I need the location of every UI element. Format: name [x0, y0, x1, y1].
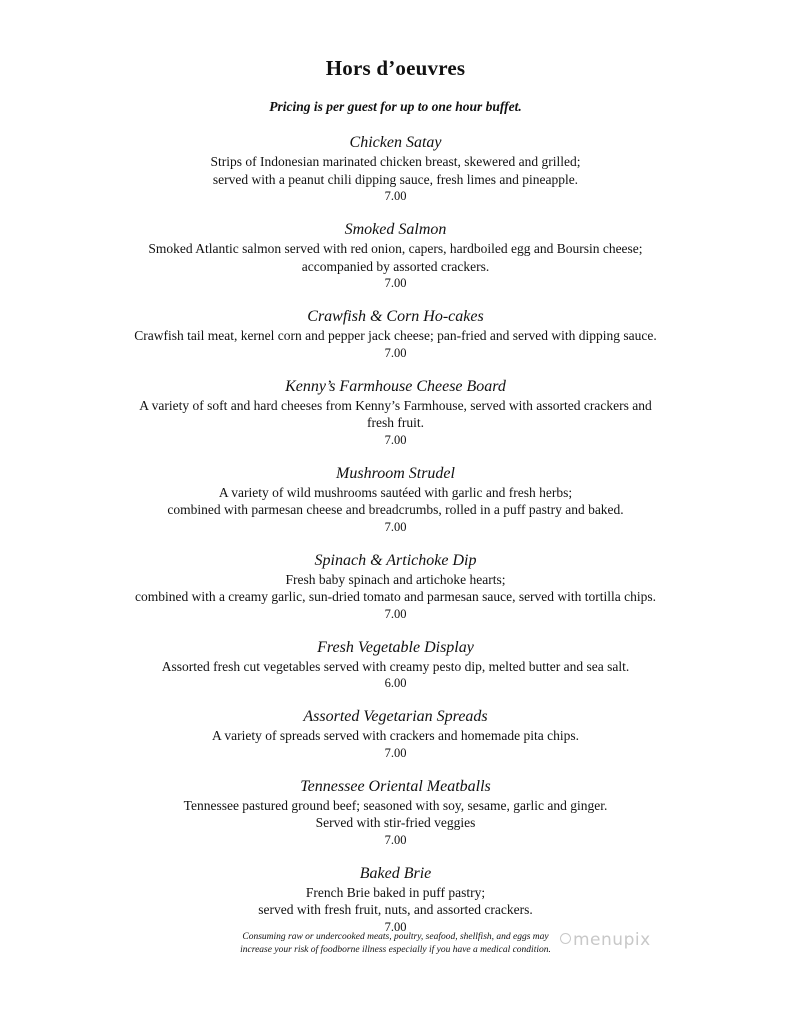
- menu-item-price: 7.00: [384, 745, 407, 760]
- menu-item: [96, 306, 696, 361]
- menu-item-description: A variety of soft and hard cheeses from Kenny’s Farmhouse, served with assorted crackers and fresh fruit.: [139, 397, 652, 430]
- menu-item: [96, 863, 696, 935]
- menu-item-description: Crawfish tail meat, kernel corn and pepper jack cheese; pan-fried and served with dipping sauce.: [134, 328, 657, 343]
- menu-item: [96, 637, 696, 692]
- food-safety-disclaimer: Consuming raw or undercooked meats, poultry, seafood, shellfish, and eggs may increase your risk of foodborne illness especially if you have a medical condition.: [240, 932, 551, 955]
- menu-item-list: [0, 132, 791, 950]
- menu-item: [96, 132, 696, 204]
- menu-item: [96, 219, 696, 291]
- pricing-note: Pricing is per guest for up to one hour buffet.: [269, 99, 522, 114]
- menupix-logo-icon: [560, 933, 571, 944]
- menu-item-description: French Brie baked in puff pastry; served with fresh fruit, nuts, and assorted crackers.: [258, 884, 533, 917]
- menu-item-name: Kenny’s Farmhouse Cheese Board: [285, 377, 506, 395]
- menu-item: [96, 376, 696, 448]
- menu-item-price: 7.00: [384, 345, 407, 360]
- menu-item-name: Chicken Satay: [349, 134, 442, 151]
- page-title: Hors d’oeuvres: [325, 56, 466, 80]
- menu-item: [96, 706, 696, 761]
- menu-item-name: Spinach & Artichoke Dip: [314, 551, 477, 569]
- menu-item: [96, 463, 696, 535]
- menu-item-description: Assorted fresh cut vegetables served with creamy pesto dip, melted butter and sea salt.: [161, 658, 630, 674]
- menu-item-price: 7.00: [384, 276, 407, 290]
- menu-item-price: 7.00: [384, 432, 407, 447]
- menu-item-name: Crawfish & Corn Ho-cakes: [307, 308, 484, 325]
- menu-item-name: Smoked Salmon: [344, 221, 447, 238]
- menu-item-price: 7.00: [384, 919, 407, 934]
- menu-item: [96, 776, 696, 848]
- menu-item-price: 7.00: [384, 519, 407, 534]
- menupix-watermark: [560, 930, 651, 950]
- menu-item-name: Mushroom Strudel: [336, 464, 455, 482]
- menu-item-name: Tennessee Oriental Meatballs: [300, 777, 491, 795]
- menu-item-description: A variety of spreads served with crackers and homemade pita chips.: [212, 728, 579, 743]
- watermark-text: menupix: [573, 930, 651, 950]
- menu-item-price: 7.00: [384, 606, 407, 621]
- menu-item-description: Strips of Indonesian marinated chicken breast, skewered and grilled; served with a peanut chili dipping sauce, fresh limes and pineapple.: [210, 154, 581, 187]
- menu-item-description: Tennessee pastured ground beef; seasoned with soy, sesame, garlic and ginger. Served with stir-fried veggies: [183, 797, 608, 830]
- menu-item-description: A variety of wild mushrooms sautéed with garlic and fresh herbs; combined with parmesan cheese and breadcrumbs, rolled in a puff pastry and baked.: [167, 484, 624, 517]
- menu-item: [96, 550, 696, 622]
- menu-item-description: Fresh baby spinach and artichoke hearts; combined with a creamy garlic, sun-dried tomato and parmesan sauce, served with tortilla chips.: [134, 571, 657, 604]
- menu-item-name: Fresh Vegetable Display: [317, 638, 474, 656]
- menu-item-price: 7.00: [384, 189, 407, 203]
- menu-item-price: 6.00: [384, 676, 407, 690]
- menu-item-description: Smoked Atlantic salmon served with red onion, capers, hardboiled egg and Boursin cheese; accompanied by assorted crackers.: [148, 241, 643, 274]
- menu-item-price: 7.00: [384, 832, 407, 847]
- menu-item-name: Assorted Vegetarian Spreads: [303, 708, 488, 725]
- menu-item-name: Baked Brie: [359, 864, 432, 882]
